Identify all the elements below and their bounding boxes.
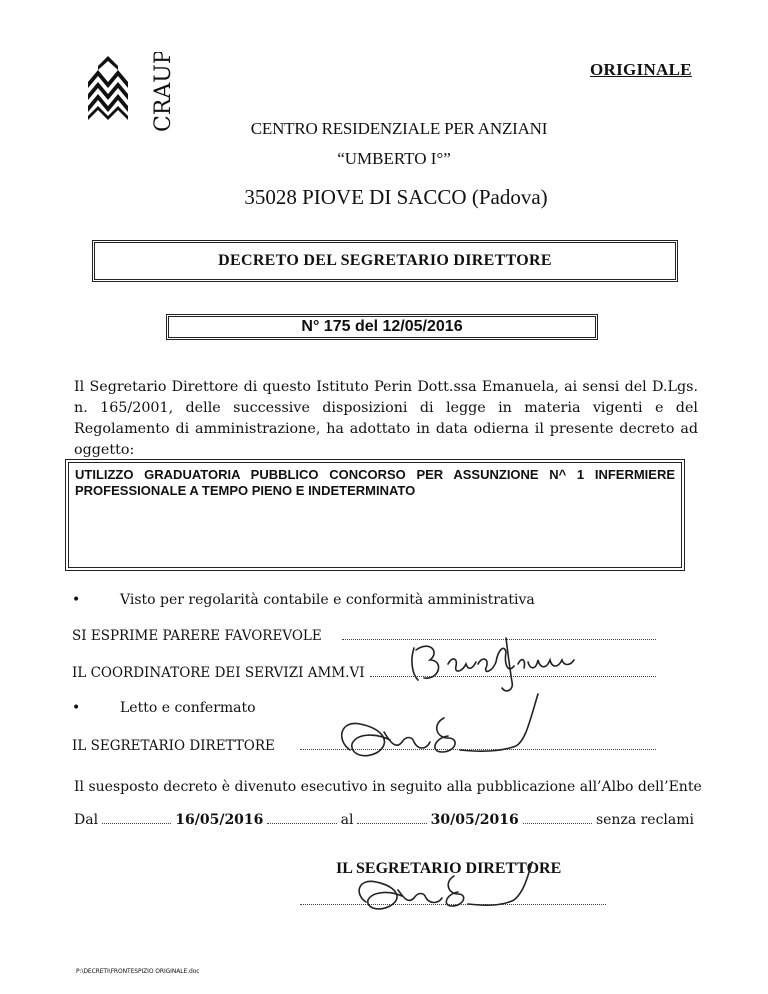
outcome-label: senza reclami — [595, 812, 695, 828]
coordinatore-dotted-line — [370, 665, 656, 677]
segretario-signature — [330, 680, 550, 770]
segretario-row — [72, 738, 275, 754]
segretario-label: IL SEGRETARIO DIRETTORE — [72, 738, 275, 754]
intro-paragraph: Il Segretario Direttore di questo Istituto Perin Dott.ssa Emanuela, ai sensi del D.Lgs. n. 165/2001, delle successive disposizioni di legge in materia vigenti e del Regolamento di amministrazione, ha adottato in data odierna il presente decreto ad oggetto: — [74, 379, 698, 458]
letto-label: Letto e confermato — [120, 700, 256, 716]
originale-stamp: ORIGINALE — [590, 60, 692, 79]
final-signature-title: IL SEGRETARIO DIRETTORE — [336, 860, 562, 877]
subject-text: UTILIZZO GRADUATORIA PUBBLICO CONCORSO PER ASSUNZIONE N^ 1 INFERMIERE PROFESSIONALE A TEMPO PIENO E INDETERMINATO — [75, 467, 675, 498]
decree-title-box — [92, 240, 678, 282]
to-label: al — [340, 812, 354, 828]
to-dotted-line — [357, 814, 426, 824]
from-label: Dal — [74, 812, 99, 828]
institution-name: CENTRO RESIDENZIALE PER ANZIANI — [250, 119, 548, 138]
bullet-icon: • — [72, 700, 81, 716]
from-date: 16/05/2016 — [175, 812, 264, 828]
execution-statement: Il suesposto decreto è divenuto esecutivo in seguito alla pubblicazione all’Albo dell’Ente — [74, 779, 702, 795]
parere-dotted-line — [342, 628, 656, 640]
bullet-icon: • — [72, 592, 81, 608]
end-dotted-line — [523, 814, 592, 824]
visto-row — [72, 592, 535, 608]
footer-file-path: P:\DECRETI\FRONTESPIZIO ORIGINALE.doc — [76, 968, 200, 975]
parere-label: SI ESPRIME PARERE FAVOREVOLE — [72, 628, 322, 644]
publication-dates-row — [74, 812, 694, 828]
final-signature-dotted-line — [300, 895, 606, 905]
segretario-dotted-line — [300, 738, 656, 750]
coordinatore-row — [72, 665, 365, 681]
to-date: 30/05/2016 — [430, 812, 519, 828]
craup-logo-text: CRAUP — [151, 52, 176, 132]
institution-subtitle: “UMBERTO I°” — [337, 149, 451, 168]
decree-title: DECRETO DEL SEGRETARIO DIRETTORE — [218, 252, 552, 269]
visto-label: Visto per regolarità contabile e conformità amministrativa — [120, 592, 535, 608]
letto-row — [72, 700, 256, 716]
decree-number-box — [166, 314, 598, 340]
decree-number: N° 175 del 12/05/2016 — [301, 318, 463, 335]
from-dotted-line — [102, 814, 171, 824]
parere-row — [72, 628, 322, 644]
mid-dotted-line — [267, 814, 336, 824]
subject-box — [68, 462, 682, 568]
institution-address: 35028 PIOVE DI SACCO (Padova) — [244, 185, 548, 209]
coordinatore-label: IL COORDINATORE DEI SERVIZI AMM.VI — [72, 665, 365, 681]
